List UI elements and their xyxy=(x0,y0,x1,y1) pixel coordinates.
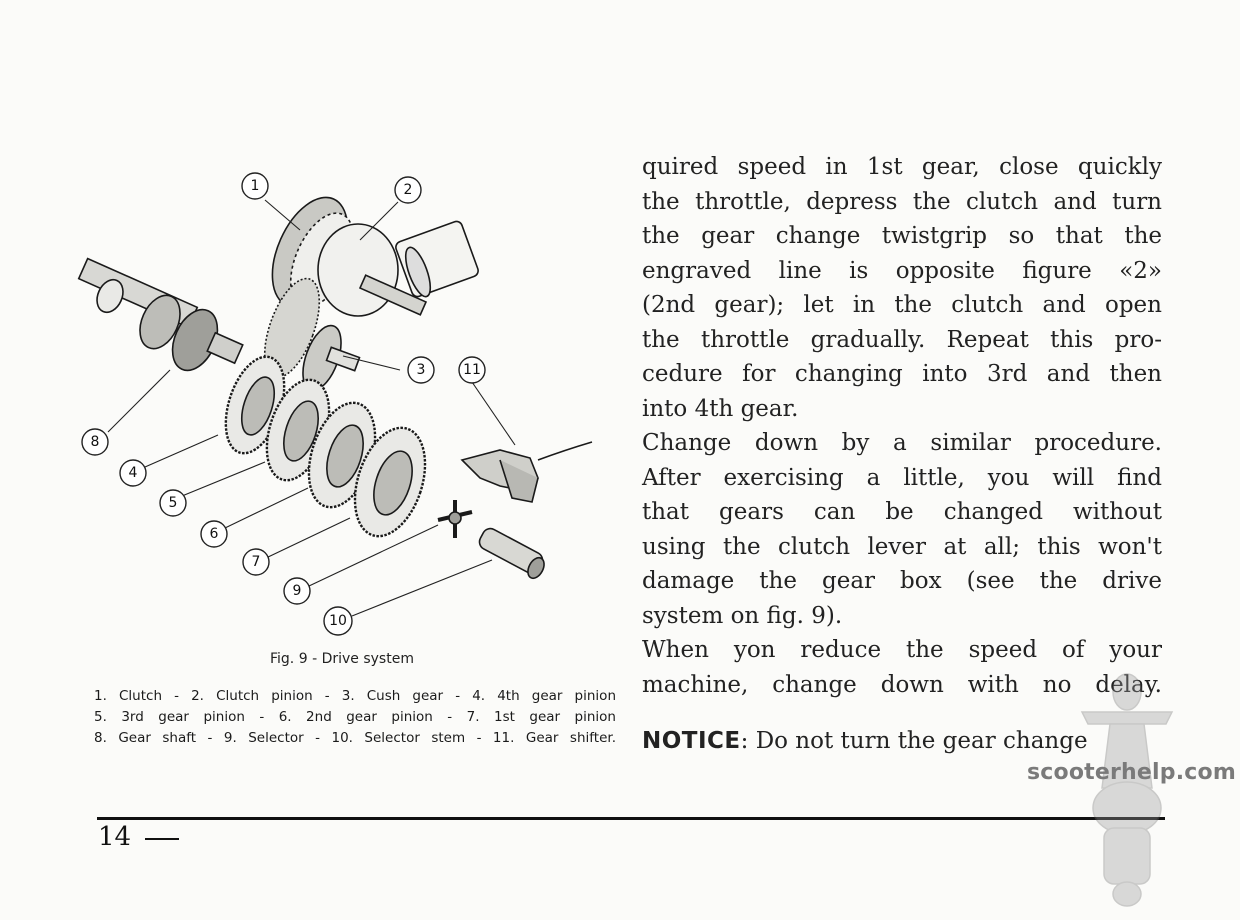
callout-2 xyxy=(395,177,421,203)
body-line: the gear change twistgrip so that the xyxy=(642,223,1162,249)
notice-label: NOTICE xyxy=(642,728,741,754)
body-line: Change down by a similar procedure. xyxy=(642,430,1162,456)
body-line: that gears can be changed without xyxy=(642,499,1162,525)
callout-11-label: 11 xyxy=(463,362,481,378)
body-line: the throttle, depress the clutch and turn xyxy=(642,188,1162,215)
body-line: into 4th gear. xyxy=(642,395,799,422)
notice-text: : Do not turn the gear change xyxy=(740,728,1088,754)
callout-1 xyxy=(242,173,268,199)
body-line: the throttle gradually. Repeat this pro- xyxy=(642,326,1162,353)
callout-3 xyxy=(408,357,434,383)
callout-9-label: 9 xyxy=(292,583,302,599)
body-line: cedure for changing into 3rd and then xyxy=(642,361,1162,387)
body-line: system on fig. 9). xyxy=(642,602,843,629)
selector-part xyxy=(438,500,472,538)
gear-shaft-part xyxy=(79,259,243,378)
callout-9 xyxy=(284,578,310,604)
callout-4 xyxy=(120,460,146,486)
body-line: damage the gear box (see the drive xyxy=(642,568,1162,594)
footer-rule xyxy=(97,817,1165,820)
legend-line: 1. Clutch - 2. Clutch pinion - 3. Cush gear - 4. 4th gear pinion xyxy=(94,688,616,704)
legend-line: 5. 3rd gear pinion - 6. 2nd gear pinion - 7. 1st gear pinion xyxy=(94,709,616,725)
page-number-dash xyxy=(145,838,179,840)
callout-6-label: 6 xyxy=(209,526,219,542)
figure-caption: Fig. 9 - Drive system xyxy=(270,651,414,667)
scooter-watermark-icon xyxy=(1072,668,1182,908)
crankshaft-part xyxy=(318,220,480,316)
callout-4-label: 4 xyxy=(128,465,138,481)
callout-10 xyxy=(324,607,352,635)
callout-7-label: 7 xyxy=(251,554,261,570)
body-line: (2nd gear); let in the clutch and open xyxy=(642,292,1162,318)
callout-7 xyxy=(243,549,269,575)
selector-stem-part xyxy=(477,526,548,581)
body-line: After exercising a little, you will find xyxy=(642,464,1162,491)
body-line: quired speed in 1st gear, close quickly xyxy=(642,154,1162,180)
callout-2-label: 2 xyxy=(403,182,413,198)
legend-line: 8. Gear shaft - 9. Selector - 10. Selector stem - 11. Gear shifter. xyxy=(94,730,616,746)
gear-shifter-part xyxy=(462,442,592,502)
callout-6 xyxy=(201,521,227,547)
callout-3-label: 3 xyxy=(416,362,426,378)
callout-1-label: 1 xyxy=(250,178,260,194)
body-line: using the clutch lever at all; this won't xyxy=(642,533,1162,560)
callout-8 xyxy=(82,429,108,455)
callout-11 xyxy=(459,357,485,383)
callout-10-label: 10 xyxy=(329,613,347,629)
page-number-value: 14 xyxy=(98,822,132,852)
callout-5-label: 5 xyxy=(168,495,178,511)
figure-legend xyxy=(94,686,616,749)
callout-5 xyxy=(160,490,186,516)
body-line: engraved line is opposite figure «2» xyxy=(642,257,1162,284)
callout-8-label: 8 xyxy=(90,434,100,450)
drive-system-figure xyxy=(60,160,620,650)
body-line: machine, change down with no delay. xyxy=(642,671,1162,698)
page-number xyxy=(98,822,179,852)
body-line: When yon reduce the speed of your xyxy=(642,637,1162,663)
watermark-text: scooterhelp.com xyxy=(1027,760,1236,785)
drive-system-drawing xyxy=(60,160,620,650)
